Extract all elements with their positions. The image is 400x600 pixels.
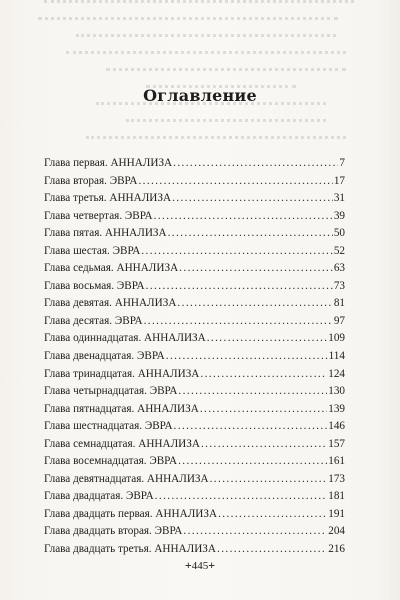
toc-entry-title: Глава двадцатая. ЭВРА [44,490,154,503]
toc-entry [44,243,345,261]
toc-entry-title: Глава одиннадцатая. АННАЛИЗА [44,332,206,345]
toc-entry [44,523,345,541]
toc-entry [44,383,345,401]
dot-leader [141,243,332,261]
dot-leader [183,523,327,541]
toc-entry [44,366,345,384]
dot-leader [155,488,328,506]
toc-entry [44,401,345,419]
toc-entry-title: Глава семнадцатая. АННАЛИЗА [44,437,200,450]
page-title: Оглавление [143,86,257,105]
page-number: 445 [191,560,209,572]
bleed-through-text [36,0,366,140]
toc-entry-title: Глава двадцать первая. АННАЛИЗА [44,507,218,520]
toc-entry-title: Глава шестнадцатая. ЭВРА [44,420,173,433]
toc-entry [44,471,345,489]
toc-entry-page: 173 [328,472,345,485]
toc-entry-title: Глава четырнадцатая. ЭВРА [44,385,178,398]
toc-entry-title: Глава седьмая. АННАЛИЗА [44,262,179,275]
dot-leader [173,155,338,173]
toc-entry-page: 31 [333,192,345,205]
toc-entry-page: 73 [333,279,345,292]
toc-entry [44,225,345,243]
page-number-footer [0,558,400,573]
toc-entry-title: Глава десятая. ЭВРА [44,314,143,327]
toc-entry-title: Глава третья. АННАЛИЗА [44,192,172,205]
toc-entry-page: 39 [333,209,345,222]
toc-entry [44,541,345,559]
dot-leader [217,541,327,559]
toc-entry-page: 191 [328,507,345,520]
toc-entry-page: 114 [328,350,345,363]
toc-entry-page: 216 [328,543,345,556]
dot-leader [200,401,327,419]
toc-entry-title: Глава пятнадцатая. АННАЛИЗА [44,402,199,415]
toc-entry-title: Глава двенадцатая. ЭВРА [44,350,165,363]
ornament-right: + [208,558,216,572]
toc-entry-title: Глава восемнадцатая. ЭВРА [44,455,178,468]
toc-entry-title: Глава четвертая. ЭВРА [44,209,153,222]
toc-entry-page: 50 [333,227,345,240]
dot-leader [146,278,333,296]
toc-entry-page: 17 [333,174,345,187]
toc-entry [44,348,345,366]
toc-entry-page: 52 [333,244,345,257]
toc-entry-page: 109 [328,332,345,345]
toc-entry-page: 81 [333,297,345,310]
toc-entry-page: 7 [339,157,345,169]
dot-leader [168,225,333,243]
ornament-left: + [184,558,192,572]
toc-entry-title: Глава тринадцатая. АННАЛИЗА [44,367,200,380]
toc-entry-title: Глава пятая. АННАЛИЗА [44,227,167,240]
toc-entry-title: Глава двадцать третья. АННАЛИЗА [44,543,216,556]
dot-leader [207,330,328,348]
toc-entry [44,506,345,524]
toc-entry [44,278,345,296]
toc-entry-page: 63 [333,262,345,275]
toc-entry [44,208,345,226]
toc-entry [44,173,345,191]
toc-entry-page: 161 [328,455,345,468]
toc-entry [44,313,345,331]
dot-leader [201,436,327,454]
toc-entry-page: 146 [328,420,345,433]
dot-leader [200,366,327,384]
toc-entry-page: 157 [328,437,345,450]
toc-entry [44,330,345,348]
toc-entry [44,155,345,173]
toc-entry-page: 181 [328,490,345,503]
toc-entry-page: 130 [328,385,345,398]
dot-leader [178,383,327,401]
toc-entry-title: Глава шестая. ЭВРА [44,244,141,257]
toc-entry-title: Глава девятая. АННАЛИЗА [44,297,177,310]
dot-leader [144,313,333,331]
toc-entry [44,436,345,454]
toc-entry [44,418,345,436]
toc-entry [44,190,345,208]
toc-entry [44,453,345,471]
dot-leader [166,348,328,366]
toc-entry-title: Глава вторая. ЭВРА [44,174,138,187]
toc-entry-page: 97 [333,314,345,327]
table-of-contents [44,155,345,559]
toc-entry-title: Глава девятнадцатая. АННАЛИЗА [44,472,209,485]
dot-leader [210,471,328,489]
dot-leader [177,295,332,313]
toc-entry-page: 204 [328,525,345,538]
toc-entry [44,488,345,506]
dot-leader [154,208,333,226]
dot-leader [138,173,332,191]
dot-leader [178,453,327,471]
dot-leader [172,190,333,208]
toc-entry [44,260,345,278]
dot-leader [179,260,333,278]
toc-entry-title: Глава восьмая. ЭВРА [44,279,145,292]
toc-entry-page: 124 [328,367,345,380]
toc-entry-page: 139 [328,402,345,415]
toc-entry-title: Глава первая. АННАЛИЗА [44,157,173,169]
dot-leader [218,506,327,524]
dot-leader [174,418,328,436]
toc-entry [44,295,345,313]
toc-entry-title: Глава двадцать вторая. ЭВРА [44,525,183,538]
